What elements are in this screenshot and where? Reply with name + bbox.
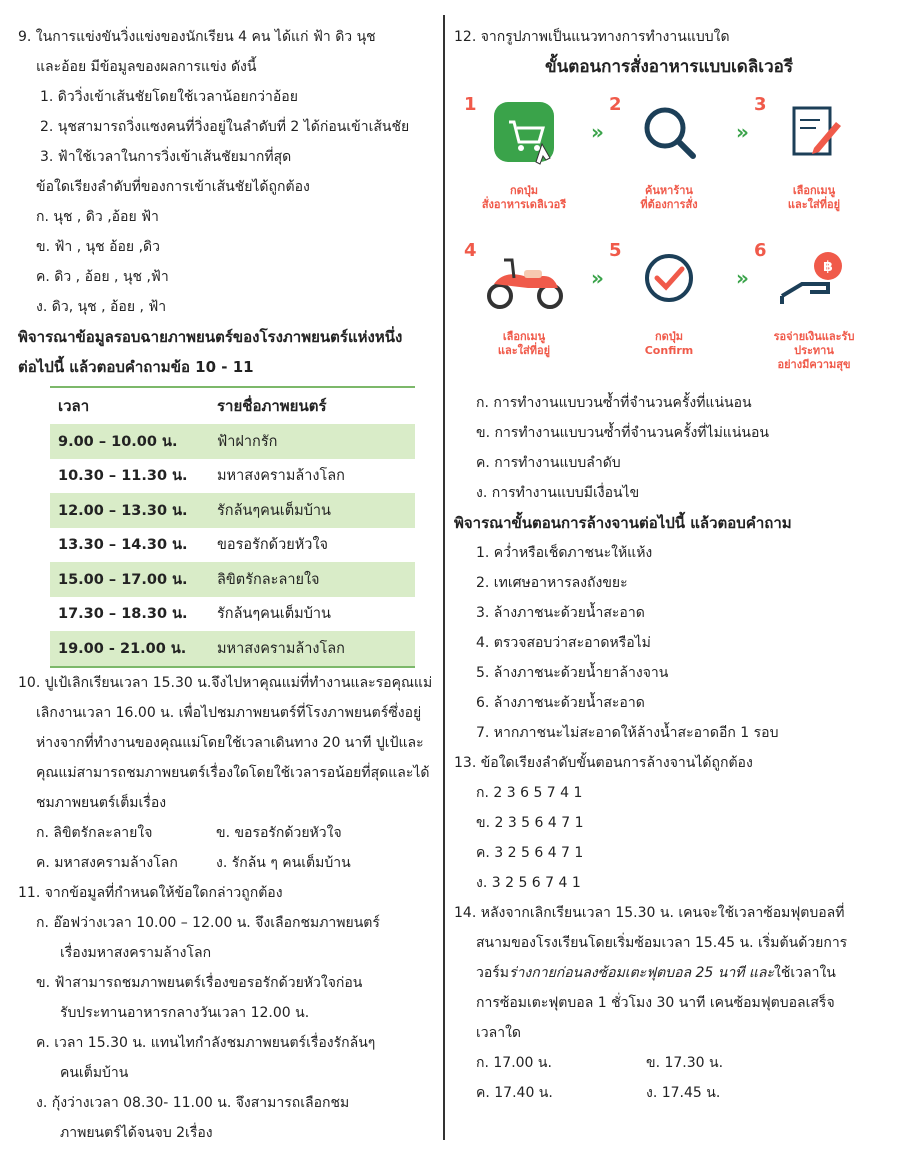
left-column [18, 22, 433, 1148]
step-number: 1 [464, 94, 477, 115]
step-caption [754, 330, 874, 372]
dish-intro: พิจารณาขั้นตอนการล้างจานต่อไปนี้ แล้วตอบคำถาม [454, 514, 792, 532]
q14-line2: สนามของโรงเรียนโดยเริ่มซ้อมเวลา 15.45 น. เริ่มต้นด้วยการ [476, 935, 848, 951]
movie-intro-line2: ต่อไปนี้ แล้วตอบคำถามข้อ 10 - 11 [18, 358, 254, 376]
q13-option-c[interactable]: ค. 3 2 5 6 4 7 1 [476, 845, 584, 861]
search-icon [609, 94, 729, 176]
step-caption [609, 184, 729, 212]
table-row [50, 424, 415, 459]
q14-line4: การซ้อมเตะฟุตบอล 1 ชั่วโมง 30 นาที เคนซ้อมฟุตบอลเสร็จ [476, 995, 835, 1011]
dish-step: 5. ล้างภาชนะด้วยน้ำยาล้างจาน [476, 665, 669, 681]
q10-option-d[interactable]: ง. รักล้น ๆ คนเต็มบ้าน [216, 854, 351, 871]
q9-fact: 1. ดิววิ่งเข้าเส้นชัยโดยใช้เวลาน้อยกว่าอ้อย [40, 89, 298, 105]
row-title: รักล้นๆคนเต็มบ้าน [209, 493, 415, 528]
q12-option-c[interactable]: ค. การทำงานแบบลำดับ [476, 455, 621, 471]
q10-line: 10. ปูเป้เลิกเรียนเวลา 15.30 น.จึงไปหาคุณแม่ที่ทำงานและรอคุณแม่ [18, 674, 433, 691]
table-row [50, 631, 415, 667]
caption-line: ที่ต้องการสั่ง [640, 198, 698, 211]
q11-option-d[interactable]: ง. กุ้งว่างเวลา 08.30- 11.00 น. จึงสามารถเลือกชม [36, 1094, 350, 1111]
q9-option-c[interactable]: ค. ดิว , อ้อย , นุช ,ฟ้า [36, 269, 169, 285]
step-1 [464, 94, 584, 212]
row-time: 17.30 – 18.30 น. [58, 606, 188, 623]
q13-stem: 13. ข้อใดเรียงลำดับขั้นตอนการล้างจานได้ถูกต้อง [454, 755, 753, 771]
caption-line: เลือกเมนู [792, 184, 836, 197]
movie-intro-line1: พิจารณาข้อมูลรอบฉายภาพยนตร์ของโรงภาพยนตร์แห่งหนึ่ง [18, 328, 403, 346]
step-3 [754, 94, 874, 212]
cart-icon [464, 94, 584, 176]
row-title: มหาสงครามล้างโลก [217, 468, 345, 485]
caption-line: เลือกเมนู [502, 330, 546, 343]
row-time: 9.00 – 10.00 น. [50, 424, 209, 459]
q13-option-a[interactable]: ก. 2 3 6 5 7 4 1 [476, 785, 583, 801]
arrow-icon: » [591, 266, 604, 290]
step-number: 2 [609, 94, 622, 115]
row-time: 13.30 – 14.30 น. [58, 537, 188, 554]
q14-option-c[interactable]: ค. 17.40 น. [476, 1085, 553, 1101]
q13-option-d[interactable]: ง. 3 2 5 6 7 4 1 [476, 875, 581, 891]
q10-line: ชมภาพยนตร์เต็มเรื่อง [36, 794, 167, 811]
q10-line: เลิกงานเวลา 16.00 น. เพื่อไปชมภาพยนตร์ที่โรงภาพยนตร์ซึ่งอยู่ [36, 704, 422, 721]
q12-option-d[interactable]: ง. การทำงานแบบมีเงื่อนไข [476, 485, 640, 501]
step-caption [609, 330, 729, 358]
q9-option-d[interactable]: ง. ดิว, นุช , อ้อย , ฟ้า [36, 299, 167, 315]
dish-step: 4. ตรวจสอบว่าสะอาดหรือไม่ [476, 635, 651, 651]
header-title: รายชื่อภาพยนตร์ [217, 397, 327, 415]
q11-option-d-cont: ภาพยนตร์ได้จนจบ 2เรื่อง [60, 1124, 213, 1141]
q14-options-row2 [454, 1078, 884, 1108]
q9-line1: 9. ในการแข่งขันวิ่งแข่งของนักเรียน 4 คน ได้แก่ ฟ้า ดิว นุช [18, 29, 376, 45]
step-caption [464, 184, 584, 212]
row-title: มหาสงครามล้างโลก [209, 631, 415, 667]
caption-line: สั่งอาหารเดลิเวอรี [481, 198, 567, 211]
q10-options-row1 [18, 818, 433, 848]
q9-fact: 2. นุชสามารถวิ่งแซงคนที่วิ่งอยู่ในลำดับที่ 2 ได้ก่อนเข้าเส้นชัย [40, 119, 410, 135]
scooter-icon [464, 240, 584, 322]
table-row [50, 562, 415, 597]
step-number: 3 [754, 94, 767, 115]
step-number: 6 [754, 240, 767, 261]
caption-line: รอจ่ายเงินและรับประทาน [773, 330, 855, 357]
row-time: 15.00 – 17.00 น. [50, 562, 209, 597]
dish-step: 2. เทเศษอาหารลงถังขยะ [476, 575, 628, 591]
q9-option-a[interactable]: ก. นุช , ดิว ,อ้อย ฟ้า [36, 209, 159, 225]
arrow-icon: » [736, 120, 749, 144]
q14-options-row1 [454, 1048, 884, 1078]
step-2 [609, 94, 729, 212]
delivery-steps-diagram [454, 88, 884, 388]
dish-step: 7. หากภาชนะไม่สะอาดให้ล้างน้ำสะอาดอีก 1 รอบ [476, 725, 779, 741]
q9-line2: และอ้อย มีข้อมูลของผลการแข่ง ดังนี้ [36, 59, 257, 75]
caption-line: กดปุ่ม [509, 184, 539, 197]
q10-option-c[interactable]: ค. มหาสงครามล้างโลก [36, 854, 178, 871]
step-6 [754, 240, 874, 372]
q14-line1: 14. หลังจากเลิกเรียนเวลา 15.30 น. เคนจะใช้เวลาซ้อมฟุตบอลที่ [454, 905, 845, 921]
row-title: ลิขิตรักละลายใจ [209, 562, 415, 597]
table-row [50, 459, 415, 494]
caption-line: และใส่ที่อยู่ [497, 344, 551, 357]
q9-option-b[interactable]: ข. ฟ้า , นุช อ้อย ,ดิว [36, 239, 160, 255]
step-5 [609, 240, 729, 358]
q10-option-b[interactable]: ข. ขอรอรักด้วยหัวใจ [216, 824, 342, 841]
svg-text:฿: ฿ [823, 259, 833, 275]
row-time: 10.30 – 11.30 น. [58, 468, 188, 485]
right-column [454, 22, 884, 1108]
check-icon [609, 240, 729, 322]
caption-line: อย่างมีความสุข [777, 358, 851, 371]
q14-option-d[interactable]: ง. 17.45 น. [646, 1085, 721, 1101]
step-caption [464, 330, 584, 358]
step-number: 5 [609, 240, 622, 261]
step-4 [464, 240, 584, 358]
row-title: ฟ้าฝากรัก [209, 424, 415, 459]
caption-line: และใส่ที่อยู่ [787, 198, 841, 211]
arrow-icon: » [736, 266, 749, 290]
q14-line5: เวลาใด [476, 1025, 522, 1041]
caption-line: กดปุ่ม [654, 330, 684, 343]
q14-line3-end: ใช้เวลาใน [774, 965, 836, 981]
arrow-icon: » [591, 120, 604, 144]
step-caption [754, 184, 874, 212]
row-title: ขอรอรักด้วยหัวใจ [217, 537, 329, 554]
table-row [50, 493, 415, 528]
q11-option-c[interactable]: ค. เวลา 15.30 น. แทนไทกำลังชมภาพยนตร์เรื่องรักล้นๆ [36, 1034, 376, 1051]
q10-options-row2 [18, 848, 433, 878]
q11-option-b[interactable]: ข. ฟ้าสามารถชมภาพยนตร์เรื่องขอรอรักด้วยหัวใจก่อน [36, 974, 363, 991]
q11-option-b-cont: รับประทานอาหารกลางวันเวลา 12.00 น. [60, 1004, 310, 1021]
row-time: 19.00 - 21.00 น. [50, 631, 209, 667]
dish-step: 3. ล้างภาชนะด้วยน้ำสะอาด [476, 605, 645, 621]
q13-option-b[interactable]: ข. 2 3 5 6 4 7 1 [476, 815, 584, 831]
q9-question: ข้อใดเรียงลำดับที่ของการเข้าเส้นชัยได้ถูกต้อง [36, 179, 310, 195]
q14-option-b[interactable]: ข. 17.30 น. [646, 1055, 724, 1071]
q11-option-a-cont: เรื่องมหาสงครามล้างโลก [60, 944, 212, 961]
q12-option-a[interactable]: ก. การทำงานแบบวนซ้ำที่จำนวนครั้งที่แน่นอน [476, 395, 752, 411]
movie-schedule-table [50, 386, 415, 668]
q12-option-b[interactable]: ข. การทำงานแบบวนซ้ำที่จำนวนครั้งที่ไม่แน่นอน [476, 425, 769, 441]
q11-option-a[interactable]: ก. อ๊อฟว่างเวลา 10.00 – 12.00 น. จึงเลือกชมภาพยนตร์ [36, 914, 380, 931]
table-row [50, 528, 415, 563]
dish-step: 6. ล้างภาชนะด้วยน้ำสะอาด [476, 695, 645, 711]
q11-option-c-cont: คนเต็มบ้าน [60, 1064, 129, 1081]
payment-icon [754, 240, 874, 322]
caption-line: ค้นหาร้าน [645, 184, 693, 197]
edit-icon [754, 94, 874, 176]
table-row [50, 597, 415, 632]
q14-line3-start: วอร์ม [476, 965, 510, 981]
table-header-row [50, 387, 415, 424]
caption-line: Confirm [644, 344, 694, 357]
step-number: 4 [464, 240, 477, 261]
q10-line: ห่างจากที่ทำงานของคุณแม่โดยใช้เวลาเดินทาง 20 นาที ปูเป้และ [36, 734, 424, 751]
diagram-title: ขั้นตอนการสั่งอาหารแบบเดลิเวอรี [545, 57, 793, 77]
q11-stem: 11. จากข้อมูลที่กำหนดให้ข้อใดกล่าวถูกต้อง [18, 884, 283, 901]
row-time: 12.00 – 13.30 น. [50, 493, 209, 528]
row-title: รักล้นๆคนเต็มบ้าน [217, 606, 331, 623]
header-time: เวลา [58, 397, 90, 415]
column-divider [443, 15, 445, 1140]
q14-line3-italic: ร่างกายก่อนลงซ้อมเตะฟุตบอล 25 นาที และ [509, 965, 775, 981]
q9-fact: 3. ฟ้าใช้เวลาในการวิ่งเข้าเส้นชัยมากที่สุด [40, 149, 292, 165]
q10-line: คุณแม่สามารถชมภาพยนตร์เรื่องใดโดยใช้เวลารอน้อยที่สุดและได้ [36, 764, 430, 781]
dish-step: 1. คว่ำหรือเช็ดภาชนะให้แห้ง [476, 545, 653, 561]
q14-line3 [454, 958, 884, 988]
q14-option-a[interactable]: ก. 17.00 น. [476, 1055, 552, 1071]
q12-stem: 12. จากรูปภาพเป็นแนวทางการทำงานแบบใด [454, 29, 730, 45]
q10-option-a[interactable]: ก. ลิขิตรักละลายใจ [36, 824, 153, 841]
